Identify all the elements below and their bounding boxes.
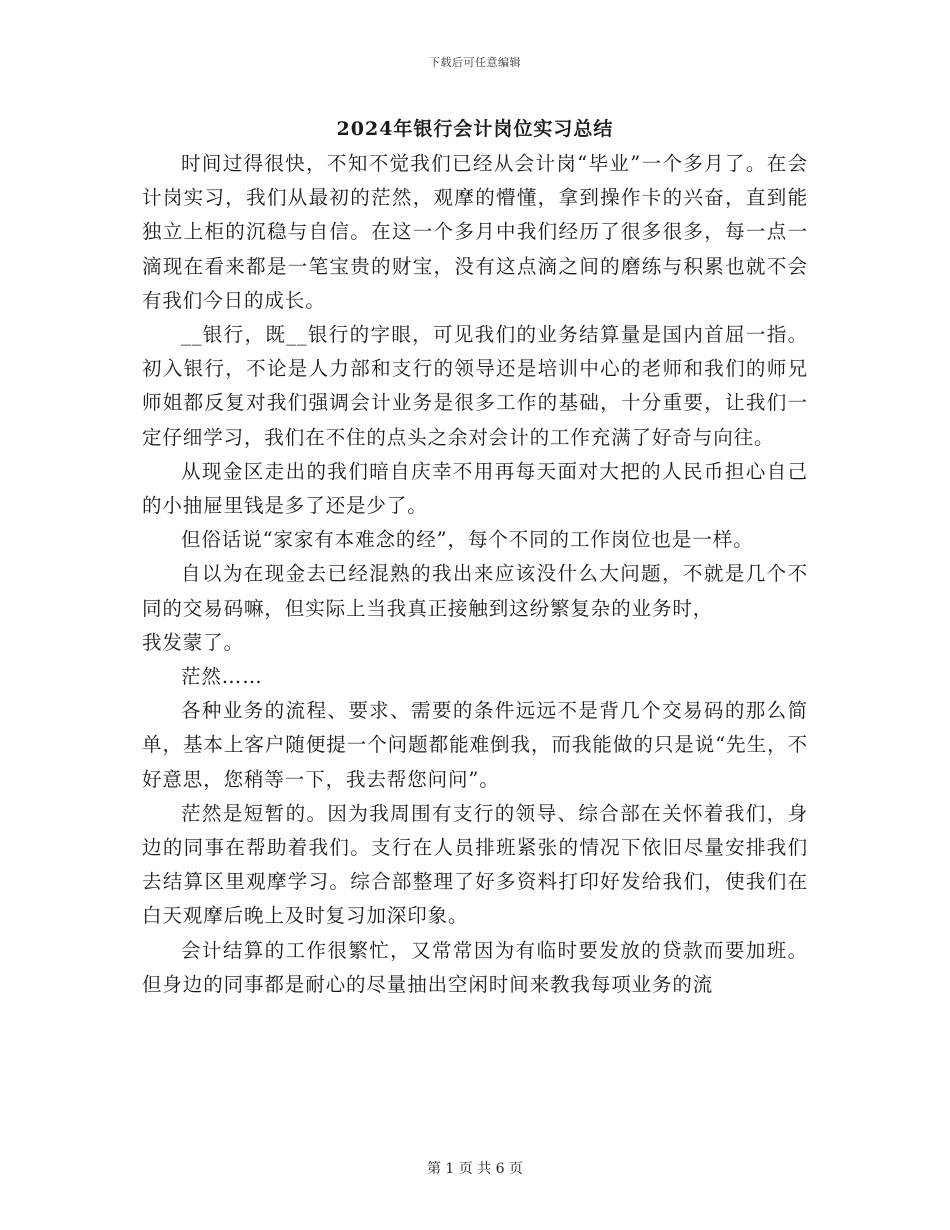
paragraph: 会计结算的工作很繁忙，又常常因为有临时要发放的贷款而要加班。但身边的同事都是耐心的尽量抽出空闲时间来教我每项业务的流 [142,938,808,996]
page-header-note: 下载后可任意编辑 [429,56,521,69]
paragraph: 但俗话说“家家有本难念的经”，每个不同的工作岗位也是一样。 [181,528,754,552]
paragraph: 从现金区走出的我们暗自庆幸不用再每天面对大把的人民币担心自己的小抽屉里钱是多了还是少了。 [142,459,808,518]
paragraph: __银行，既__银行的字眼，可见我们的业务结算量是国内首屈一指。初入银行，不论是人力部和支行的领导还是培训中心的老师和我们的师兄师姐都反复对我们强调会计业务是很多工作的基础，十分重要，让我们一定仔细学习，我们在不住的点头之余对会计的工作充满了好奇与向往。 [142,323,808,449]
document-title: 2024年银行会计岗位实习总结 [336,118,614,140]
paragraph: 我发蒙了。 [142,630,245,654]
paragraph: 时间过得很快，不知不觉我们已经从会计岗“毕业”一个多月了。在会计岗实习，我们从最初的茫然，观摩的懵懂，拿到操作卡的兴奋，直到能独立上柜的沉稳与自信。在这一个多月中我们经历了很多很多，每一点一滴现在看来都是一笔宝贵的财宝，没有这点滴之间的磨练与积累也就不会有我们今日的成长。 [142,152,808,312]
paragraph: 茫然…… [181,665,263,689]
document-body [142,147,808,1002]
paragraph: 自以为在现金去已经混熟的我出来应该没什么大问题，不就是几个不同的交易码嘛，但实际上当我真正接触到这纷繁复杂的业务时， [142,562,808,620]
paragraph: 各种业务的流程、要求、需要的条件远远不是背几个交易码的那么简单，基本上客户随便提一个问题都能难倒我，而我能做的只是说“先生，不好意思，您稍等一下，我去帮您问问”。 [142,699,808,791]
page-number-footer: 第 1 页 共 6 页 [426,1161,524,1177]
paragraph: 茫然是短暂的。因为我周围有支行的领导、综合部在关怀着我们，身边的同事在帮助着我们。支行在人员排班紧张的情况下依旧尽量安排我们去结算区里观摩学习。综合部整理了好多资料打印好发给我们，使我们在白天观摩后晚上及时复习加深印象。 [142,801,808,928]
